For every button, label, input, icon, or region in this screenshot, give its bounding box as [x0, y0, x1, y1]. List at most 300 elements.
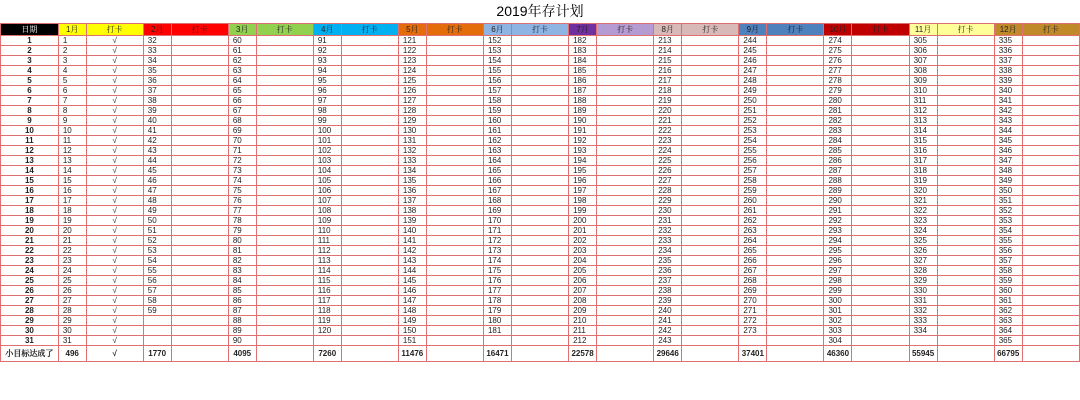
checkin-cell [767, 276, 824, 286]
amount-cell: 149 [398, 316, 426, 326]
checkin-cell [171, 66, 228, 76]
checkin-header: 打卡 [937, 24, 994, 36]
checkin-cell [426, 156, 483, 166]
day-number: 1 [1, 36, 59, 46]
amount-cell: 362 [994, 306, 1022, 316]
checkin-cell [852, 156, 909, 166]
amount-cell: 357 [994, 256, 1022, 266]
checkin-cell [511, 66, 568, 76]
amount-cell: 177 [483, 286, 511, 296]
checkin-cell [256, 286, 313, 296]
amount-cell: 68 [228, 116, 256, 126]
table-row [1, 66, 1080, 76]
day-number: 28 [1, 306, 59, 316]
amount-cell: 348 [994, 166, 1022, 176]
amount-cell: 272 [739, 316, 767, 326]
checkin-cell [256, 306, 313, 316]
amount-cell: 85 [228, 286, 256, 296]
checkin-header: 打卡 [426, 24, 483, 36]
checkin-cell [426, 216, 483, 226]
amount-cell: 75 [228, 186, 256, 196]
checkin-cell [426, 126, 483, 136]
amount-cell: 158 [483, 96, 511, 106]
amount-cell: 292 [824, 216, 852, 226]
table-row [1, 316, 1080, 326]
day-number: 12 [1, 146, 59, 156]
checkin-cell [171, 226, 228, 236]
amount-cell: 19 [58, 216, 86, 226]
day-number: 4 [1, 66, 59, 76]
checkin-cell [682, 206, 739, 216]
checkin-cell [426, 106, 483, 116]
amount-cell: 342 [994, 106, 1022, 116]
amount-cell: 144 [398, 266, 426, 276]
checkin-cell [852, 186, 909, 196]
month-total: 66795 [994, 346, 1022, 362]
checkin-cell [937, 56, 994, 66]
amount-cell: 120 [313, 326, 341, 336]
checkin-cell [767, 36, 824, 46]
table-row [1, 246, 1080, 256]
checkin-cell [852, 296, 909, 306]
checkin-cell [171, 336, 228, 346]
day-number: 24 [1, 266, 59, 276]
checkin-cell [767, 286, 824, 296]
amount-cell: 92 [313, 46, 341, 56]
checkin-cell [937, 266, 994, 276]
amount-cell: 139 [398, 216, 426, 226]
amount-cell: 102 [313, 146, 341, 156]
amount-cell: 311 [909, 96, 937, 106]
checkin-cell [682, 166, 739, 176]
month-header: 11月 [909, 24, 937, 36]
checkin-cell [426, 96, 483, 106]
checkin-cell [426, 76, 483, 86]
table-row [1, 216, 1080, 226]
table-row [1, 206, 1080, 216]
checkin-cell [1022, 186, 1079, 196]
checkin-cell [341, 336, 398, 346]
amount-cell: 283 [824, 126, 852, 136]
amount-cell: 231 [654, 216, 682, 226]
checkin-cell [767, 266, 824, 276]
amount-cell: 178 [483, 296, 511, 306]
amount-cell: 289 [824, 186, 852, 196]
amount-cell: 254 [739, 136, 767, 146]
checkin-cell [682, 46, 739, 56]
amount-cell: 167 [483, 186, 511, 196]
checkin-cell [256, 106, 313, 116]
checkin-cell [171, 86, 228, 96]
checkin-cell [937, 166, 994, 176]
checkin-cell [597, 56, 654, 66]
day-number: 3 [1, 56, 59, 66]
checkin-cell [597, 206, 654, 216]
checkin-cell [767, 96, 824, 106]
checkin-cell [426, 286, 483, 296]
checkin-cell [511, 146, 568, 156]
amount-cell: 12 [58, 146, 86, 156]
amount-cell: 206 [569, 276, 597, 286]
amount-cell: 248 [739, 76, 767, 86]
month-header: 5月 [398, 24, 426, 36]
checkin-cell [426, 226, 483, 236]
amount-cell: 1 [58, 36, 86, 46]
table-row [1, 276, 1080, 286]
amount-cell: 22 [58, 246, 86, 256]
amount-cell: 151 [398, 336, 426, 346]
footer-checkin-cell [767, 346, 824, 362]
amount-cell: 293 [824, 226, 852, 236]
month-total: 1770 [143, 346, 171, 362]
day-number: 10 [1, 126, 59, 136]
checkin-cell [341, 76, 398, 86]
amount-cell: 350 [994, 186, 1022, 196]
checkin-header: 打卡 [682, 24, 739, 36]
footer-label: 小目标达成了 [1, 346, 59, 362]
checkin-cell [597, 66, 654, 76]
checkin-cell [937, 236, 994, 246]
checkin-cell [852, 136, 909, 146]
amount-cell: 115 [313, 276, 341, 286]
amount-cell: 23 [58, 256, 86, 266]
checkin-cell [341, 56, 398, 66]
table-row [1, 76, 1080, 86]
amount-cell: 54 [143, 256, 171, 266]
checkin-cell [597, 286, 654, 296]
checkin-cell [341, 86, 398, 96]
checkin-cell [682, 86, 739, 96]
checkin-cell [937, 296, 994, 306]
checkin-cell [511, 296, 568, 306]
month-header: 3月 [228, 24, 256, 36]
month-total: 22578 [569, 346, 597, 362]
amount-cell: 66 [228, 96, 256, 106]
amount-cell: 310 [909, 86, 937, 96]
checkin-cell [597, 126, 654, 136]
checkin-cell [682, 306, 739, 316]
amount-cell: 4 [58, 66, 86, 76]
amount-cell: 192 [569, 136, 597, 146]
month-header: 10月 [824, 24, 852, 36]
amount-cell: 255 [739, 146, 767, 156]
checkin-header: 打卡 [597, 24, 654, 36]
checkin-cell [511, 86, 568, 96]
checkin-cell [256, 206, 313, 216]
amount-cell: 123 [398, 56, 426, 66]
amount-cell: 256 [739, 156, 767, 166]
checkin-cell [511, 276, 568, 286]
table-row [1, 86, 1080, 96]
amount-cell: 175 [483, 266, 511, 276]
checkin-cell [1022, 156, 1079, 166]
amount-cell: 28 [58, 306, 86, 316]
checkin-cell [852, 166, 909, 176]
amount-cell [313, 336, 341, 346]
checkin-cell: √ [86, 286, 143, 296]
amount-cell: 33 [143, 46, 171, 56]
checkin-cell [341, 226, 398, 236]
amount-cell: 265 [739, 246, 767, 256]
amount-cell: 165 [483, 166, 511, 176]
amount-cell: 80 [228, 236, 256, 246]
amount-cell: 116 [313, 286, 341, 296]
amount-cell: 240 [654, 306, 682, 316]
checkin-cell [1022, 96, 1079, 106]
header-row [1, 24, 1080, 36]
amount-cell: 65 [228, 86, 256, 96]
amount-cell: 67 [228, 106, 256, 116]
checkin-cell [852, 126, 909, 136]
amount-cell: 313 [909, 116, 937, 126]
checkin-cell [426, 86, 483, 96]
amount-cell: 193 [569, 146, 597, 156]
checkin-cell: √ [86, 86, 143, 96]
checkin-cell [767, 136, 824, 146]
amount-cell: 349 [994, 176, 1022, 186]
table-row [1, 116, 1080, 126]
checkin-cell [767, 126, 824, 136]
amount-cell: 275 [824, 46, 852, 56]
checkin-cell [767, 196, 824, 206]
checkin-header: 打卡 [1022, 24, 1079, 36]
day-number: 26 [1, 286, 59, 296]
checkin-cell [256, 176, 313, 186]
amount-cell: 52 [143, 236, 171, 246]
checkin-cell [171, 286, 228, 296]
day-number: 20 [1, 226, 59, 236]
checkin-cell [511, 166, 568, 176]
amount-cell: 188 [569, 96, 597, 106]
checkin-cell [937, 36, 994, 46]
checkin-cell [937, 276, 994, 286]
checkin-cell [426, 266, 483, 276]
month-header: 4月 [313, 24, 341, 36]
checkin-cell [767, 106, 824, 116]
amount-cell: 93 [313, 56, 341, 66]
checkin-cell [1022, 76, 1079, 86]
day-number: 15 [1, 176, 59, 186]
amount-cell: 356 [994, 246, 1022, 256]
checkin-cell [171, 306, 228, 316]
amount-cell: 344 [994, 126, 1022, 136]
amount-cell: 135 [398, 176, 426, 186]
amount-cell: 24 [58, 266, 86, 276]
checkin-cell: √ [86, 176, 143, 186]
day-number: 17 [1, 196, 59, 206]
checkin-cell [767, 156, 824, 166]
checkin-cell [511, 236, 568, 246]
amount-cell: 229 [654, 196, 682, 206]
table-row [1, 126, 1080, 136]
checkin-cell [1022, 146, 1079, 156]
amount-cell: 199 [569, 206, 597, 216]
checkin-cell [767, 306, 824, 316]
amount-cell: 141 [398, 236, 426, 246]
amount-cell: 134 [398, 166, 426, 176]
checkin-cell [852, 226, 909, 236]
amount-cell: 148 [398, 306, 426, 316]
checkin-cell [426, 186, 483, 196]
checkin-cell [256, 246, 313, 256]
amount-cell: 45 [143, 166, 171, 176]
amount-cell: 347 [994, 156, 1022, 166]
amount-cell: 84 [228, 276, 256, 286]
checkin-cell: √ [86, 116, 143, 126]
month-total: 7260 [313, 346, 341, 362]
checkin-cell [511, 96, 568, 106]
checkin-cell [1022, 286, 1079, 296]
amount-cell: 69 [228, 126, 256, 136]
checkin-cell [852, 76, 909, 86]
checkin-cell [682, 336, 739, 346]
amount-cell: 205 [569, 266, 597, 276]
checkin-cell [852, 86, 909, 96]
amount-cell: 111 [313, 236, 341, 246]
amount-cell: 95 [313, 76, 341, 86]
checkin-cell [426, 306, 483, 316]
amount-cell: 56 [143, 276, 171, 286]
checkin-cell [341, 116, 398, 126]
amount-cell: 317 [909, 156, 937, 166]
checkin-cell [256, 216, 313, 226]
amount-cell: 42 [143, 136, 171, 146]
checkin-cell [341, 236, 398, 246]
checkin-cell [1022, 296, 1079, 306]
checkin-cell [1022, 226, 1079, 236]
amount-cell: 189 [569, 106, 597, 116]
checkin-cell [767, 76, 824, 86]
checkin-cell [597, 246, 654, 256]
checkin-cell [426, 206, 483, 216]
amount-cell: 126 [398, 86, 426, 96]
table-row [1, 56, 1080, 66]
footer-checkin-cell [256, 346, 313, 362]
checkin-cell [937, 46, 994, 56]
amount-cell: 198 [569, 196, 597, 206]
amount-cell: 140 [398, 226, 426, 236]
amount-cell: 29 [58, 316, 86, 326]
amount-cell: 64 [228, 76, 256, 86]
checkin-cell [682, 126, 739, 136]
amount-cell: 89 [228, 326, 256, 336]
amount-cell: 184 [569, 56, 597, 66]
amount-cell: 169 [483, 206, 511, 216]
amount-cell: 91 [313, 36, 341, 46]
amount-cell: 181 [483, 326, 511, 336]
checkin-cell [1022, 86, 1079, 96]
amount-cell: 307 [909, 56, 937, 66]
amount-cell: 53 [143, 246, 171, 256]
amount-cell: 159 [483, 106, 511, 116]
checkin-cell [767, 56, 824, 66]
amount-cell: 276 [824, 56, 852, 66]
amount-cell: 182 [569, 36, 597, 46]
day-number: 7 [1, 96, 59, 106]
amount-cell: 32 [143, 36, 171, 46]
amount-cell: 218 [654, 86, 682, 96]
amount-cell: 241 [654, 316, 682, 326]
amount-cell: 261 [739, 206, 767, 216]
checkin-cell [1022, 36, 1079, 46]
amount-cell: 153 [483, 46, 511, 56]
checkin-cell [767, 146, 824, 156]
checkin-cell [171, 56, 228, 66]
table-row [1, 166, 1080, 176]
day-number: 2 [1, 46, 59, 56]
table-row [1, 176, 1080, 186]
checkin-cell [682, 276, 739, 286]
amount-cell: 316 [909, 146, 937, 156]
checkin-cell [682, 296, 739, 306]
checkin-cell: √ [86, 146, 143, 156]
day-number: 31 [1, 336, 59, 346]
amount-cell: 300 [824, 296, 852, 306]
checkin-cell [597, 306, 654, 316]
amount-cell: 285 [824, 146, 852, 156]
amount-cell: 147 [398, 296, 426, 306]
amount-cell: 209 [569, 306, 597, 316]
amount-cell: 50 [143, 216, 171, 226]
checkin-cell [426, 296, 483, 306]
amount-cell: 131 [398, 136, 426, 146]
checkin-cell: √ [86, 46, 143, 56]
amount-cell: 97 [313, 96, 341, 106]
checkin-cell [597, 226, 654, 236]
checkin-cell [1022, 136, 1079, 146]
amount-cell: 333 [909, 316, 937, 326]
amount-cell: 334 [909, 326, 937, 336]
checkin-cell [1022, 246, 1079, 256]
amount-cell: 268 [739, 276, 767, 286]
checkin-cell [171, 146, 228, 156]
amount-cell: 155 [483, 66, 511, 76]
amount-cell: 14 [58, 166, 86, 176]
checkin-cell [597, 236, 654, 246]
checkin-cell [341, 196, 398, 206]
amount-cell: 315 [909, 136, 937, 146]
checkin-cell [767, 326, 824, 336]
amount-cell: 132 [398, 146, 426, 156]
amount-cell: 138 [398, 206, 426, 216]
checkin-cell [767, 186, 824, 196]
checkin-cell [341, 306, 398, 316]
table-row [1, 146, 1080, 156]
checkin-cell [852, 316, 909, 326]
month-header: 8月 [654, 24, 682, 36]
checkin-cell [426, 256, 483, 266]
checkin-cell [256, 156, 313, 166]
checkin-cell: √ [86, 246, 143, 256]
amount-cell: 145 [398, 276, 426, 286]
amount-cell: 77 [228, 206, 256, 216]
day-number: 9 [1, 116, 59, 126]
day-number: 14 [1, 166, 59, 176]
checkin-cell [171, 116, 228, 126]
amount-cell: 2 [58, 46, 86, 56]
checkin-cell [171, 276, 228, 286]
checkin-cell [937, 86, 994, 96]
month-header: 7月 [569, 24, 597, 36]
amount-cell: 253 [739, 126, 767, 136]
amount-cell: 130 [398, 126, 426, 136]
checkin-cell [682, 196, 739, 206]
amount-cell: 13 [58, 156, 86, 166]
day-number: 18 [1, 206, 59, 216]
amount-cell: 227 [654, 176, 682, 186]
month-total: 4095 [228, 346, 256, 362]
checkin-cell [341, 256, 398, 266]
